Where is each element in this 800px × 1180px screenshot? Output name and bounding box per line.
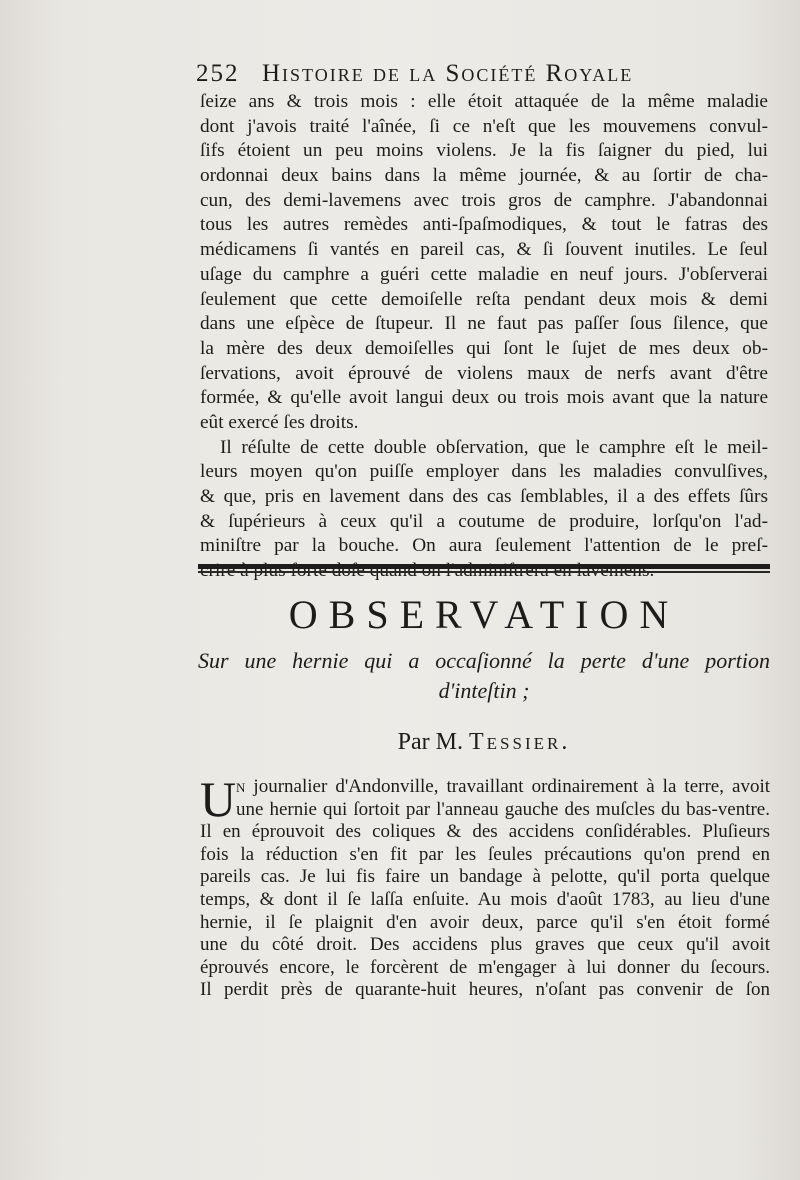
text-line: ordonnai deux bains dans la même journée, & au ſortir de cha- xyxy=(200,165,768,187)
text-line: éprouvés encore, le forcèrent de m'engager à lui donner du ſecours. xyxy=(200,956,770,978)
text-line: cun, des demi-lavemens avec trois gros de camphre. J'abandonnai xyxy=(200,189,768,211)
section-title: OBSERVATION xyxy=(288,592,680,637)
section-subtitle xyxy=(198,646,770,706)
text-line: pareils cas. Je lui fis faire un bandage à pelotte, qu'il porta quelque xyxy=(200,866,770,888)
text-line: fois la réduction s'en fit par les ſeules précautions qu'on prend en xyxy=(200,843,770,865)
continuation-text xyxy=(200,90,768,584)
page-number: 252 xyxy=(196,60,240,87)
line-rest: journalier d'Andonville, travaillant ordinairement à la terre, avoit xyxy=(245,776,770,797)
text-line: formée, & qu'elle avoit langui deux ou trois mois avant que la nature xyxy=(200,387,768,409)
text-line: une hernie qui ſortoit par l'anneau gauche des muſcles du bas-ventre. xyxy=(236,798,770,820)
article-text xyxy=(200,771,770,1002)
text-line: & ſupérieurs à ceux qu'il a coutume de produire, lorſqu'on l'ad- xyxy=(200,510,768,532)
text-line: ſeize ans & trois mois : elle étoit attaquée de la même maladie xyxy=(200,91,768,112)
running-title: Histoire de la Société Royale xyxy=(262,60,634,87)
author-prefix: Par M. xyxy=(397,729,463,755)
text-line: uſage du camphre a guéri cette maladie en neuf jours. J'obſerverai xyxy=(200,263,768,285)
text-line: dans une eſpèce de ſtupeur. Il ne faut pas paſſer ſous ſilence, que xyxy=(200,313,768,335)
divider-thin-rule xyxy=(198,571,770,573)
text-line: temps, & dont il ſe laſſa enſuite. Au mois d'août 1783, au lieu d'une xyxy=(200,888,770,910)
text-line: hernie, il ſe plaignit d'en avoir deux, parce qu'il s'en étoit formé xyxy=(200,911,770,933)
text-line: ſeulement que cette demoiſelle reſta pendant deux mois & demi xyxy=(200,288,768,310)
text-line: dont j'avois traité l'aînée, ſi ce n'eſt que les mouvemens convul- xyxy=(200,115,768,137)
text-line: une du côté droit. Des accidens plus graves que ceux qu'il avoit xyxy=(200,934,770,956)
text-line: Il réſulte de cette double obſervation, que le camphre eſt le meil- xyxy=(220,436,768,458)
running-head xyxy=(196,58,756,92)
text-line: Il en éprouvoit des coliques & des accidens conſidérables. Pluſieurs xyxy=(200,821,770,843)
text-line: tous les autres remèdes anti-ſpaſmodiques, & tout le fatras des xyxy=(200,214,768,236)
text-line xyxy=(200,776,770,799)
text-line: miniſtre par la bouche. On aura ſeulement l'attention de le preſ- xyxy=(200,535,768,557)
drop-cap: U xyxy=(200,771,237,827)
subtitle-line: Sur une hernie qui a occaſionné la perte d'une portion xyxy=(198,648,770,673)
text-line: Il perdit près de quarante-huit heures, n'oſant pas convenir de ſon xyxy=(200,979,770,1001)
text-line: la mère des deux demoiſelles qui ſont le ſujet de mes deux ob- xyxy=(200,337,768,359)
text-line: médicamens ſi vantés en pareil cas, & ſi ſouvent inutiles. Le ſeul xyxy=(200,239,768,261)
text-line: leurs moyen qu'on puiſſe employer dans les maladies convulſives, xyxy=(200,461,768,483)
first-word: n xyxy=(236,776,246,797)
author-byline xyxy=(198,726,770,758)
author-name: Tessier. xyxy=(469,729,571,755)
divider-thick-rule xyxy=(198,564,770,569)
subtitle-line: d'inteſtin ; xyxy=(438,678,530,703)
text-line: ſifs étoient un peu moins violens. Je la fis ſaigner du pied, lui xyxy=(200,140,768,162)
text-line: & que, pris en lavement dans des cas ſemblables, il a des effets ſûrs xyxy=(200,486,768,507)
section-divider xyxy=(198,564,770,574)
text-line: eût exercé ſes droits. xyxy=(200,411,359,433)
text-line: ſervations, avoit éprouvé de violens maux de nerfs avant d'être xyxy=(200,362,768,384)
